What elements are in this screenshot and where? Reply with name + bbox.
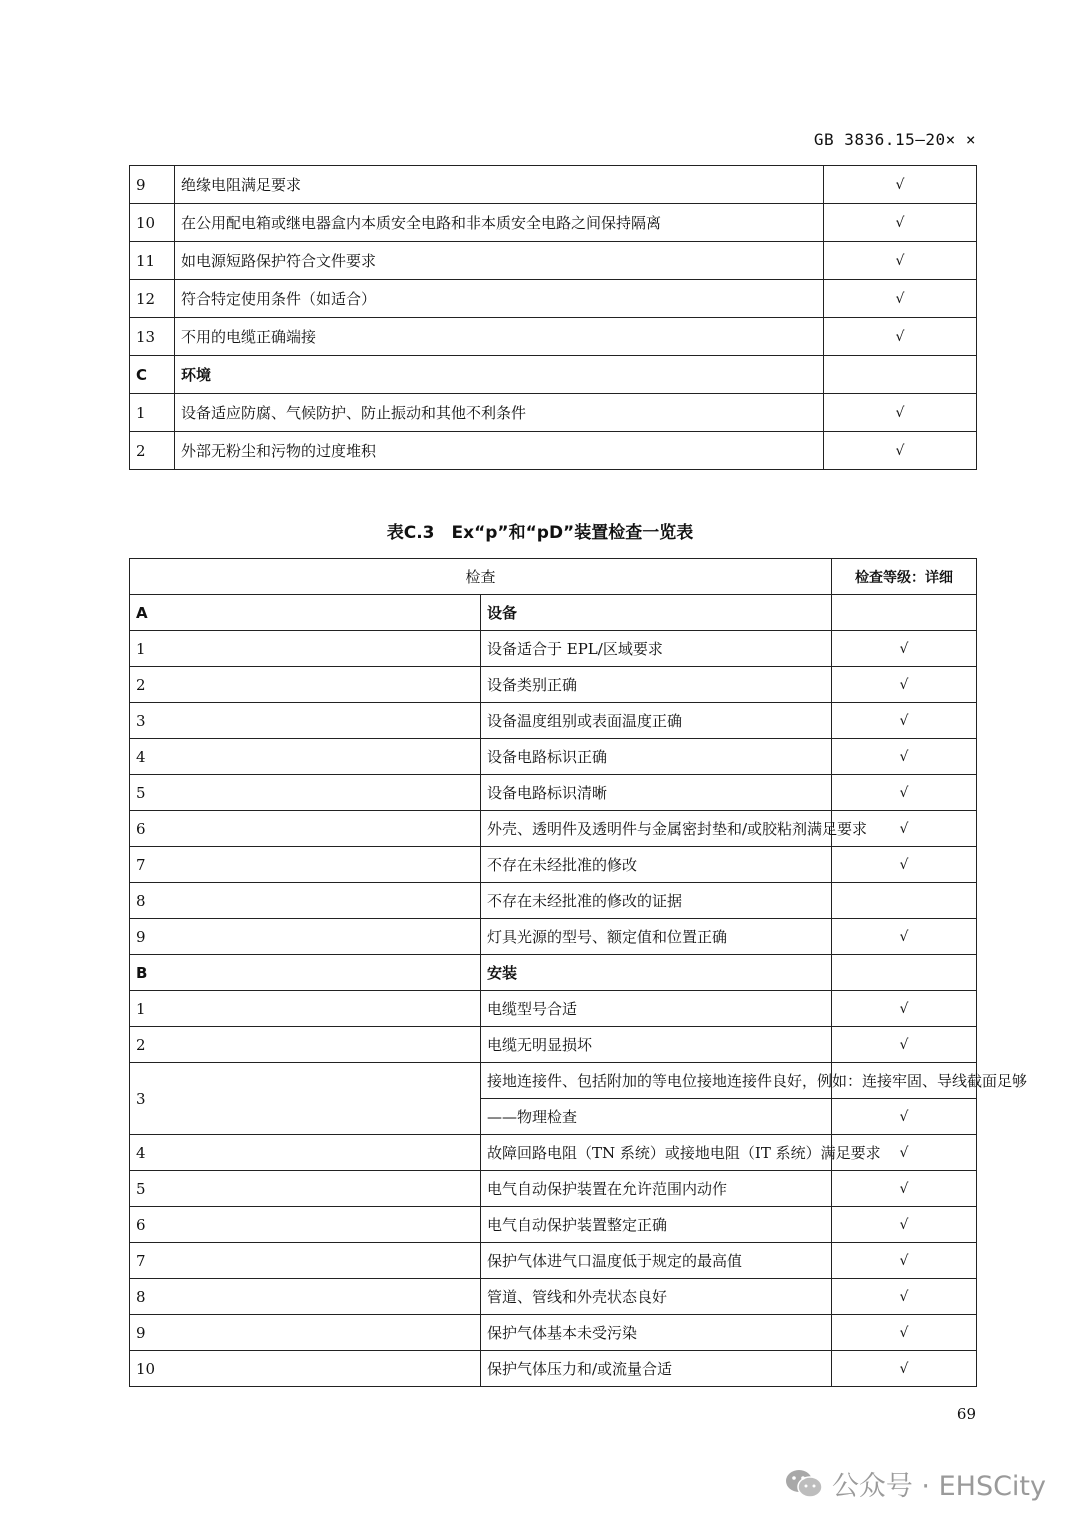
row-number: B bbox=[130, 955, 481, 991]
check-mark: √ bbox=[832, 739, 977, 775]
row-number: 12 bbox=[130, 280, 175, 318]
table-row bbox=[130, 204, 977, 242]
table-row bbox=[130, 242, 977, 280]
check-mark: √ bbox=[832, 775, 977, 811]
row-number: 8 bbox=[130, 1279, 481, 1315]
row-item: 设备温度组别或表面温度正确 bbox=[481, 703, 832, 739]
row-item: 设备类别正确 bbox=[481, 667, 832, 703]
row-number: 9 bbox=[130, 1315, 481, 1351]
row-number: 5 bbox=[130, 1171, 481, 1207]
inspection-table-c3 bbox=[129, 558, 1028, 1387]
row-item: 设备适应防腐、气候防护、防止振动和其他不利条件 bbox=[175, 394, 824, 432]
table-row bbox=[130, 1063, 977, 1099]
row-number: 10 bbox=[130, 204, 175, 242]
row-number: 13 bbox=[130, 318, 175, 356]
check-mark: √ bbox=[832, 991, 977, 1027]
row-item: 电缆型号合适 bbox=[481, 991, 832, 1027]
wechat-icon bbox=[784, 1468, 824, 1500]
table-row bbox=[130, 775, 977, 811]
section-row bbox=[130, 955, 977, 991]
table-row bbox=[130, 394, 977, 432]
row-number: 10 bbox=[130, 1351, 481, 1387]
row-item: 保护气体压力和/或流量合适 bbox=[481, 1351, 832, 1387]
row-number: 2 bbox=[130, 432, 175, 470]
check-mark: √ bbox=[832, 1135, 977, 1171]
table-row bbox=[130, 739, 977, 775]
table-row bbox=[130, 318, 977, 356]
row-item: 灯具光源的型号、额定值和位置正确 bbox=[481, 919, 832, 955]
row-number: 4 bbox=[130, 1135, 481, 1171]
watermark-text: 公众号 · EHSCity bbox=[831, 1471, 1046, 1502]
row-item: 外部无粉尘和污物的过度堆积 bbox=[175, 432, 824, 470]
table-row bbox=[130, 919, 977, 955]
row-item: 保护气体基本未受污染 bbox=[481, 1315, 832, 1351]
row-number: 2 bbox=[130, 667, 481, 703]
table-row bbox=[130, 280, 977, 318]
table-row bbox=[130, 991, 977, 1027]
row-item: 设备 bbox=[481, 595, 832, 631]
check-mark: √ bbox=[832, 1207, 977, 1243]
row-number: C bbox=[130, 356, 175, 394]
table-c3-title: 表C.3 Ex“p”和“pD”装置检查一览表 bbox=[386, 523, 694, 543]
row-number: 1 bbox=[130, 394, 175, 432]
row-item: 电气自动保护装置整定正确 bbox=[481, 1207, 832, 1243]
table-row bbox=[130, 1243, 977, 1279]
header-inspection-grade: 检查等级：详细 bbox=[832, 559, 977, 595]
check-mark: √ bbox=[824, 242, 977, 280]
check-mark: √ bbox=[832, 1099, 977, 1135]
row-item: 外壳、透明件及透明件与金属密封垫和/或胶粘剂满足要求 bbox=[481, 811, 832, 847]
section-row bbox=[130, 356, 977, 394]
table-row bbox=[130, 1135, 977, 1171]
check-mark: √ bbox=[824, 318, 977, 356]
table-row bbox=[130, 811, 977, 847]
row-number: 6 bbox=[130, 1207, 481, 1243]
check-mark: √ bbox=[832, 1351, 977, 1387]
table-row bbox=[130, 166, 977, 204]
row-item: 设备电路标识清晰 bbox=[481, 775, 832, 811]
row-number: A bbox=[130, 595, 481, 631]
check-mark: √ bbox=[832, 1027, 977, 1063]
check-mark: √ bbox=[832, 1171, 977, 1207]
check-mark: √ bbox=[832, 703, 977, 739]
row-item: 电气自动保护装置在允许范围内动作 bbox=[481, 1171, 832, 1207]
check-mark: √ bbox=[824, 204, 977, 242]
check-mark: √ bbox=[832, 1279, 977, 1315]
table-row bbox=[130, 703, 977, 739]
row-item: 符合特定使用条件（如适合） bbox=[175, 280, 824, 318]
row-number: 9 bbox=[130, 919, 481, 955]
table-row bbox=[130, 1279, 977, 1315]
check-mark: √ bbox=[832, 631, 977, 667]
row-item: 故障回路电阻（TN 系统）或接地电阻（IT 系统）满足要求 bbox=[481, 1135, 832, 1171]
table-row bbox=[130, 1351, 977, 1387]
row-number: 7 bbox=[130, 1243, 481, 1279]
check-mark bbox=[832, 595, 977, 631]
row-number: 5 bbox=[130, 775, 481, 811]
row-item: 如电源短路保护符合文件要求 bbox=[175, 242, 824, 280]
row-item: 设备适合于 EPL/区域要求 bbox=[481, 631, 832, 667]
table-row bbox=[130, 1171, 977, 1207]
row-number: 7 bbox=[130, 847, 481, 883]
row-item: 接地连接件、包括附加的等电位接地连接件良好，例如：连接牢固、导线截面足够 bbox=[481, 1063, 832, 1099]
table-row bbox=[130, 667, 977, 703]
table-row bbox=[130, 883, 977, 919]
table-row bbox=[130, 847, 977, 883]
row-item: 环境 bbox=[175, 356, 824, 394]
row-number: 8 bbox=[130, 883, 481, 919]
check-mark bbox=[824, 356, 977, 394]
check-mark: √ bbox=[824, 394, 977, 432]
row-subitem: ——物理检查 bbox=[481, 1099, 832, 1135]
row-number: 1 bbox=[130, 631, 481, 667]
row-item: 保护气体进气口温度低于规定的最高值 bbox=[481, 1243, 832, 1279]
row-item: 不用的电缆正确端接 bbox=[175, 318, 824, 356]
row-item: 管道、管线和外壳状态良好 bbox=[481, 1279, 832, 1315]
check-mark: √ bbox=[824, 166, 977, 204]
check-mark: √ bbox=[832, 919, 977, 955]
check-mark: √ bbox=[824, 432, 977, 470]
row-item: 绝缘电阻满足要求 bbox=[175, 166, 824, 204]
row-item: 安装 bbox=[481, 955, 832, 991]
table-row bbox=[130, 432, 977, 470]
check-mark bbox=[832, 955, 977, 991]
page-number: 69 bbox=[956, 1405, 976, 1423]
table-row bbox=[130, 631, 977, 667]
standard-code: GB 3836.15—20× × bbox=[813, 130, 976, 149]
row-item: 电缆无明显损坏 bbox=[481, 1027, 832, 1063]
check-mark: √ bbox=[832, 667, 977, 703]
table-row bbox=[130, 1315, 977, 1351]
section-row bbox=[130, 595, 977, 631]
check-mark: √ bbox=[832, 847, 977, 883]
header-inspection: 检查 bbox=[130, 559, 832, 595]
table-header-row bbox=[130, 559, 977, 595]
row-number: 9 bbox=[130, 166, 175, 204]
watermark bbox=[784, 1464, 1046, 1503]
row-number: 3 bbox=[130, 1063, 481, 1135]
check-mark: √ bbox=[832, 1315, 977, 1351]
row-item: 不存在未经批准的修改的证据 bbox=[481, 883, 832, 919]
check-mark: √ bbox=[832, 811, 977, 847]
row-item: 设备电路标识正确 bbox=[481, 739, 832, 775]
inspection-table-continued bbox=[129, 165, 977, 470]
check-mark: √ bbox=[824, 280, 977, 318]
check-mark: √ bbox=[832, 1243, 977, 1279]
row-number: 11 bbox=[130, 242, 175, 280]
row-number: 4 bbox=[130, 739, 481, 775]
row-item: 不存在未经批准的修改 bbox=[481, 847, 832, 883]
table-row bbox=[130, 1207, 977, 1243]
check-mark bbox=[832, 883, 977, 919]
row-number: 2 bbox=[130, 1027, 481, 1063]
table-row bbox=[130, 1027, 977, 1063]
row-number: 1 bbox=[130, 991, 481, 1027]
row-number: 3 bbox=[130, 703, 481, 739]
row-number: 6 bbox=[130, 811, 481, 847]
row-item: 在公用配电箱或继电器盒内本质安全电路和非本质安全电路之间保持隔离 bbox=[175, 204, 824, 242]
